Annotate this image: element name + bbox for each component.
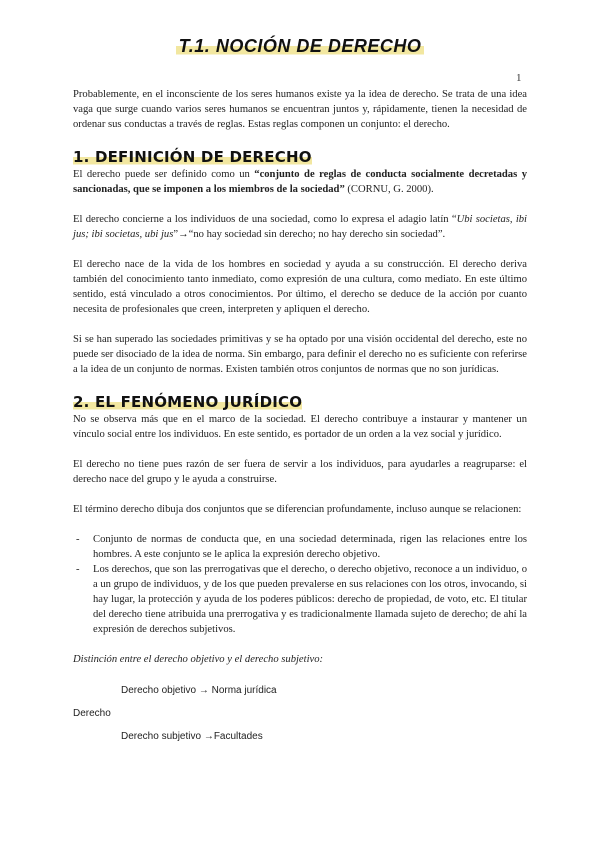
derecho-sets-list xyxy=(73,532,527,637)
distinction-caption: Distinción entre el derecho objetivo y el derecho subjetivo: xyxy=(73,654,324,665)
list-item-text: Los derechos, que son las prerrogativas que el derecho, o derecho objetivo, reconoce a un individuo, o a un grupo de individuos, y de los que pueden prevalerse en sus relaciones con los otros, invocando, si hay lugar, la protección y ayuda de los poderes públicos: derecho de propiedad, de voto, etc. El titular del derecho tiene atribuida una prerrogativa y es tradicionalmente llamada sujeto de derecho; de ahí la expresión de derechos subjetivos. xyxy=(93,564,527,635)
section-2-heading xyxy=(73,392,527,412)
section-2-paragraph-3: El término derecho dibuja dos conjuntos que se diferencian profundamente, incluso aunque se relacionen: xyxy=(73,504,522,515)
section-1-paragraph-4: Si se han superado las sociedades primitivas y se ha optado por una visión occidental del derecho, este no puede ser disociado de la idea de norma. Sin embargo, para definir el derecho no es suficiente con referirse a la idea de un conjunto de normas. Existen también otros conjuntos de normas que no son jurídicas. xyxy=(73,334,527,375)
page-number: 1 xyxy=(516,72,522,84)
definition-citation: (CORNU, G. 2000). xyxy=(344,184,434,195)
definition-intro: El derecho puede ser definido como un xyxy=(73,169,255,180)
section-1-heading-text: 1. DEFINICIÓN DE DERECHO xyxy=(73,148,312,166)
latin-adage: Ubi societas, ibi jus; ibi societas, ubi jus xyxy=(73,214,527,240)
section-2-paragraph-1: No se observa más que en el marco de la sociedad. El derecho contribuye a instaurar y mantener un vínculo social entre los individuos. En este sentido, es portador de un orden a la vez social y jurídico. xyxy=(73,414,527,440)
adage-intro: El derecho concierne a los individuos de una sociedad, como lo expresa el adagio latín “ xyxy=(73,214,457,225)
document-body xyxy=(73,87,527,753)
diagram-root: Derecho xyxy=(73,708,111,719)
intro-paragraph: Probablemente, en el inconsciente de los seres humanos existe ya la idea de derecho. Se trata de una idea vaga que surge cuando varios seres humanos se encuentran juntos y, rápidamente, tienen la necesidad de ordenar sus conductas a través de reglas. Estas reglas componen un conjunto: el derecho. xyxy=(73,89,527,130)
document-title-text: T.1. NOCIÓN DE DERECHO xyxy=(176,36,425,56)
list-item xyxy=(73,562,527,637)
adage-translation: ”→“no hay sociedad sin derecho; no hay derecho sin sociedad”. xyxy=(173,229,446,240)
list-item-text: Conjunto de normas de conducta que, en una sociedad determinada, rigen las relaciones entre los hombres. A este conjunto se le aplica la expresión derecho objetivo. xyxy=(93,534,527,560)
diagram-subjective: Derecho subjetivo →Facultades xyxy=(121,731,263,742)
section-1-heading xyxy=(73,147,527,167)
diagram-objective: Derecho objetivo → Norma jurídica xyxy=(121,685,277,696)
section-1-paragraph-3: El derecho nace de la vida de los hombres en sociedad y ayuda a su construcción. El derecho deriva también del conocimiento tanto inmediato, como expresión de una cultura, como mediato. En este último sentido, está vinculado a otros conocimientos. Por último, el derecho se deduce de la acción por cuanto necesita de profesionales que creen, interpreten y apliquen el derecho. xyxy=(73,259,527,315)
list-dash: - xyxy=(76,534,80,545)
definition-quote: “conjunto de reglas de conducta socialmente decretadas y sancionadas, que se imponen a los miembros de la sociedad” xyxy=(73,169,527,195)
section-1-paragraph-1 xyxy=(73,167,527,197)
document-title xyxy=(0,36,600,57)
section-2-heading-text: 2. EL FENÓMENO JURÍDICO xyxy=(73,393,303,411)
derecho-diagram xyxy=(73,683,527,753)
section-2-paragraph-2: El derecho no tiene pues razón de ser fuera de servir a los individuos, para ayudarles a reagruparse: el derecho nace del grupo y le ayuda a construirse. xyxy=(73,459,527,485)
list-item xyxy=(73,532,527,562)
list-dash: - xyxy=(76,564,80,575)
section-1-paragraph-2 xyxy=(73,212,527,242)
